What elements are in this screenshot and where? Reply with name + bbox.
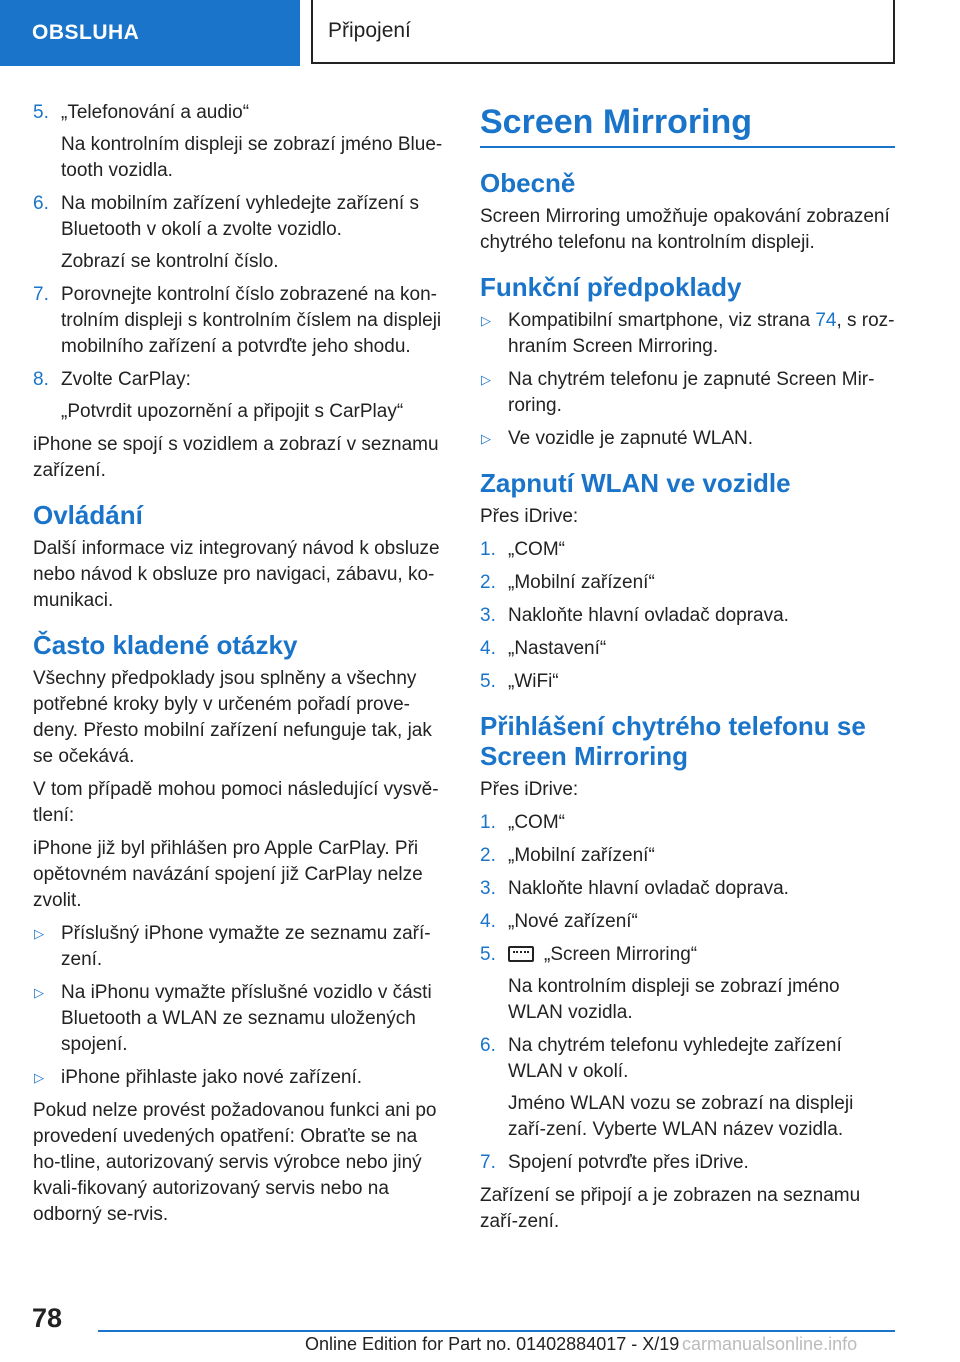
section-heading-wlan: Zapnutí WLAN ve vozidle (480, 468, 791, 498)
wlan-steps-list (480, 537, 895, 695)
list-item: ▷ iPhone přihlaste jako nové zařízení. (33, 1065, 448, 1091)
section-heading-faq: Často kladené otázky (33, 630, 298, 660)
steps-list-carplay (33, 100, 448, 425)
list-item: ▷ Na iPhonu vymažte příslušné vozidlo v části Bluetooth a WLAN ze seznamu uložených spojení. (34, 982, 432, 1055)
list-item: 7. Porovnejte kontrolní číslo zobrazené na kon-trolním displeji s kontrolním číslem na displeji mobilního zařízení a potvrďte jeho shodu. (33, 284, 442, 357)
right-column (480, 100, 895, 1242)
list-item: 6. Na chytrém telefonu vyhledejte zařízení WLAN v okolí. Jméno WLAN vozu se zobrazí na displeji zaří-zení. Vyberte WLAN název vozidla. (480, 1035, 854, 1140)
paragraph: Screen Mirroring umožňuje opakování zobrazení chytrého telefonu na kontrolním displeji. (480, 206, 890, 253)
paragraph: Pokud nelze provést požadovanou funkci ani po provedení uvedených opatření: Obraťte se na ho-tline, autorizovaný servis výrobce nebo jiný kvali-fikovaný autorizovaný servis nebo na odborný se-rvis. (33, 1100, 437, 1225)
section-heading-predpoklady: Funkční předpoklady (480, 272, 742, 302)
list-item: ▷ Na chytrém telefonu je zapnuté Screen Mir-roring. (481, 369, 875, 416)
list-item: 4. „Nastavení“ (480, 638, 607, 659)
list-item: 1. „COM“ (480, 539, 565, 560)
paragraph: V tom případě mohou pomoci následující vysvě-tlení: (33, 779, 439, 826)
list-item: ▷ Kompatibilní smartphone, viz strana 74, s roz-hraním Screen Mirroring. (481, 310, 895, 357)
list-item: 7. Spojení potvrďte přes iDrive. (480, 1152, 749, 1173)
page-header (0, 0, 960, 66)
triangle-bullet-icon: ▷ (481, 372, 491, 387)
triangle-bullet-icon: ▷ (481, 431, 491, 446)
screen-mirroring-icon (508, 946, 534, 962)
list-item: 5. „WiFi“ (480, 671, 559, 692)
paragraph: Zařízení se připojí a je zobrazen na seznamu zaří-zení. (480, 1185, 861, 1232)
section-heading-obecne: Obecně (480, 168, 576, 198)
triangle-bullet-icon: ▷ (481, 313, 491, 328)
list-item: 3. Nakloňte hlavní ovladač doprava. (480, 878, 789, 899)
paragraph: Všechny předpoklady jsou splněny a všechny potřebné kroky byly v určeném pořadí prove-deny. Přesto mobilní zařízení nefunguje tak, jak se očekává. (33, 668, 432, 767)
requirements-list (480, 308, 895, 452)
list-item: 2. „Mobilní zařízení“ (480, 572, 655, 593)
list-item: 8. Zvolte CarPlay: „Potvrdit upozornění a připojit s CarPlay“ (33, 369, 404, 422)
list-item: 1. „COM“ (480, 812, 565, 833)
list-item: ▷ Ve vozidle je zapnuté WLAN. (480, 426, 895, 452)
chapter-title: Připojení (311, 0, 895, 64)
section-heading-ovladani: Ovládání (33, 500, 143, 530)
paragraph: Přes iDrive: (480, 779, 579, 800)
triangle-bullet-icon: ▷ (34, 1070, 44, 1085)
list-item: 5. „Telefonování a audio“ Na kontrolním displeji se zobrazí jméno Blue-tooth vozidla. (33, 102, 443, 181)
main-heading: Screen Mirroring (480, 100, 895, 148)
triangle-bullet-icon: ▷ (34, 985, 44, 1000)
footer-divider (98, 1330, 895, 1332)
paragraph: iPhone již byl přihlášen pro Apple CarPlay. Při opětovném navázání spojení již CarPlay nelze zvolit. (33, 838, 423, 911)
edition-note: Online Edition for Part no. 01402884017 - X/19 (305, 1334, 680, 1354)
faq-bullet-list (33, 921, 448, 1091)
list-item: 3. Nakloňte hlavní ovladač doprava. (480, 605, 789, 626)
page-reference-link[interactable]: 74 (815, 310, 837, 331)
list-item: 4. „Nové zařízení“ (480, 911, 638, 932)
watermark: carmanualsonline.info (682, 1334, 858, 1354)
paragraph: Další informace viz integrovaný návod k obsluze nebo návod k obsluze pro navigaci, zábavu, ko-munikaci. (33, 538, 440, 611)
paragraph: iPhone se spojí s vozidlem a zobrazí v seznamu zařízení. (33, 434, 439, 481)
list-item: 2. „Mobilní zařízení“ (480, 845, 655, 866)
login-steps-list (480, 810, 895, 1176)
list-item: 5. „Screen Mirroring“ Na kontrolním displeji se zobrazí jméno WLAN vozidla. (480, 944, 840, 1023)
paragraph: Přes iDrive: (480, 506, 579, 527)
section-heading-login: Přihlášení chytrého telefonu se Screen Mirroring (480, 711, 866, 771)
list-item: ▷ Příslušný iPhone vymažte ze seznamu zaří-zení. (34, 923, 431, 970)
list-item: 6. Na mobilním zařízení vyhledejte zařízení s Bluetooth v okolí a zvolte vozidlo. Zobrazí se kontrolní číslo. (33, 193, 419, 272)
section-tab: OBSLUHA (0, 0, 300, 66)
left-column (33, 100, 448, 1235)
triangle-bullet-icon: ▷ (34, 926, 44, 941)
page-number: 78 (32, 1303, 63, 1333)
